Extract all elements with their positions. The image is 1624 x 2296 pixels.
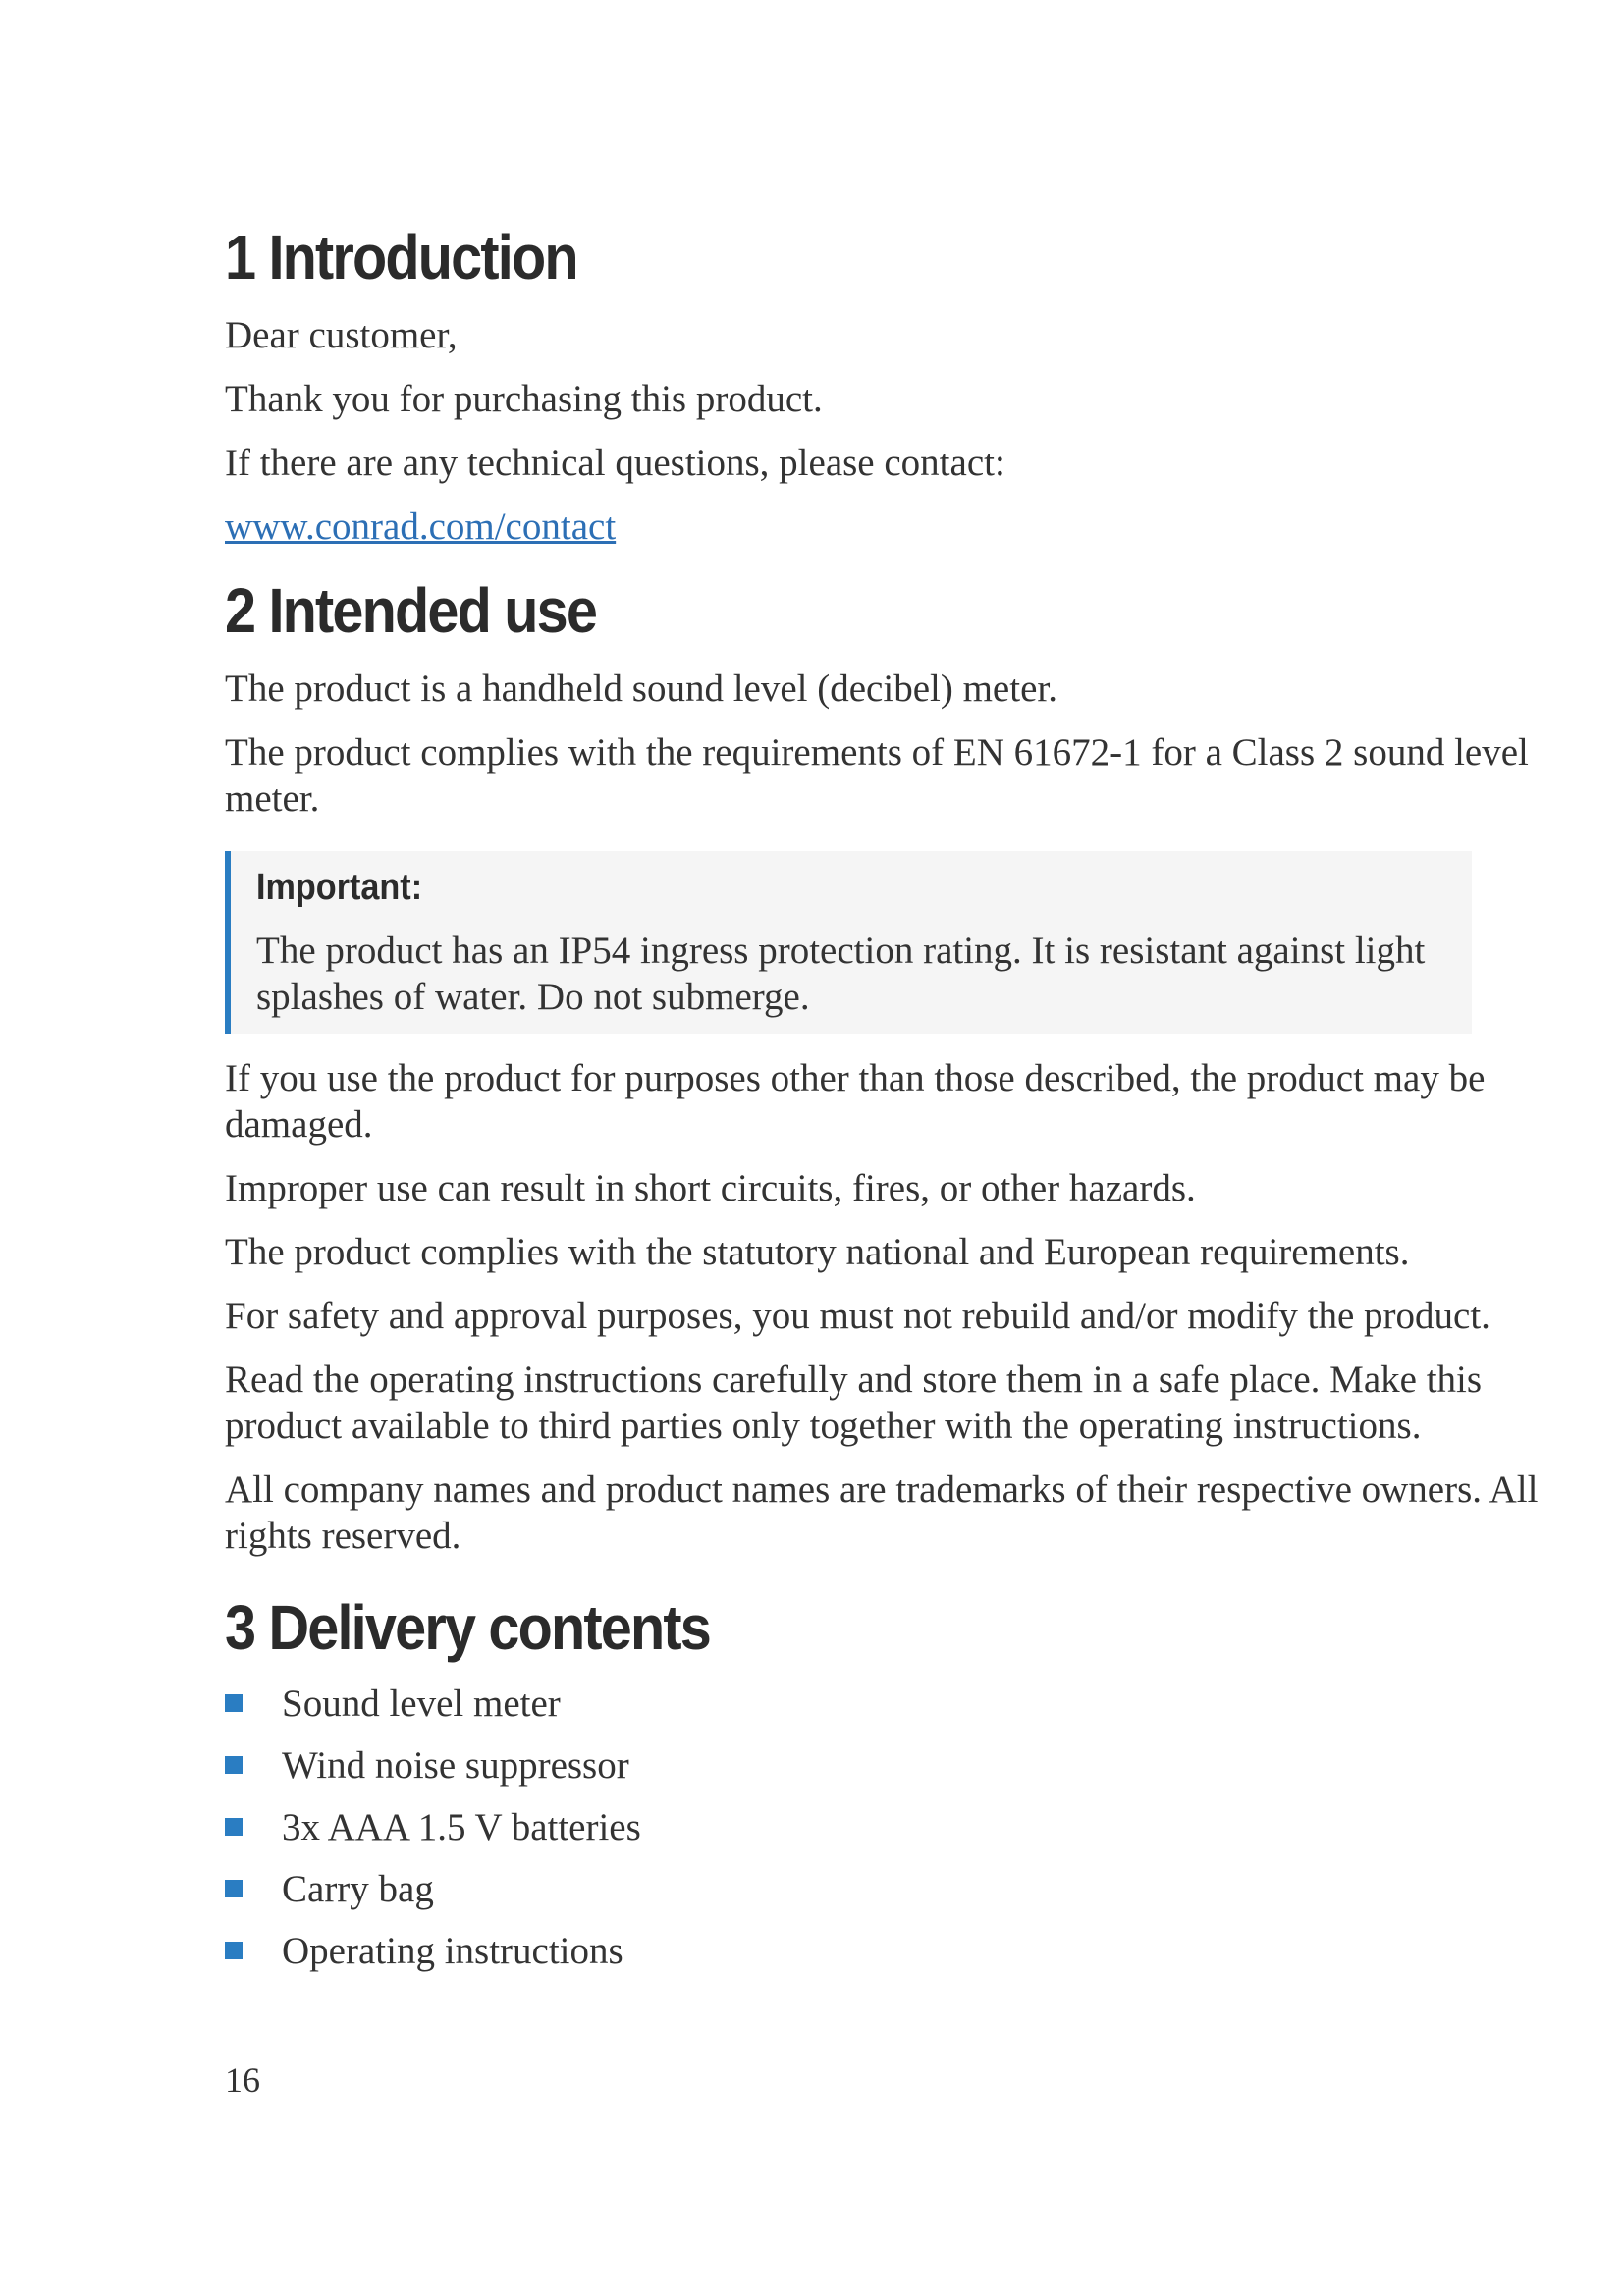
delivery-contents-list bbox=[225, 1681, 1599, 1974]
square-bullet-icon bbox=[225, 1942, 243, 1959]
important-note-text: The product has an IP54 ingress protection rating. It is resistant against light splashes of water. Do not submerge. bbox=[256, 930, 1426, 1018]
intended-use-paragraph: For safety and approval purposes, you must not rebuild and/or modify the product. bbox=[225, 1295, 1490, 1337]
intended-use-paragraph: The product complies with the requirements of EN 61672-1 for a Class 2 sound level meter. bbox=[225, 731, 1529, 820]
square-bullet-icon bbox=[225, 1880, 243, 1897]
page-number: 16 bbox=[225, 2060, 260, 2100]
list-item bbox=[225, 1928, 1599, 1974]
list-item-label: Sound level meter bbox=[282, 1682, 561, 1725]
list-item-label: Operating instructions bbox=[282, 1930, 623, 1972]
list-item-label: Carry bag bbox=[282, 1868, 434, 1910]
section-heading-intended-use: 2 Intended use bbox=[225, 575, 597, 646]
section-heading-delivery-contents: 3 Delivery contents bbox=[225, 1592, 711, 1663]
greeting-paragraph: Dear customer, bbox=[225, 314, 458, 356]
intended-use-paragraph: Improper use can result in short circuits, fires, or other hazards. bbox=[225, 1167, 1196, 1209]
intended-use-paragraph: If you use the product for purposes other than those described, the product may be damaged. bbox=[225, 1057, 1486, 1146]
list-item bbox=[225, 1804, 1599, 1850]
list-item-label: 3x AAA 1.5 V batteries bbox=[282, 1806, 641, 1848]
intended-use-paragraph: All company names and product names are trademarks of their respective owners. All rights reserved. bbox=[225, 1468, 1539, 1557]
contact-link-line bbox=[225, 504, 1599, 550]
contact-link[interactable]: www.conrad.com/contact bbox=[225, 506, 617, 548]
thanks-paragraph: Thank you for purchasing this product. bbox=[225, 378, 823, 420]
intended-use-paragraph: The product complies with the statutory national and European requirements. bbox=[225, 1231, 1410, 1273]
square-bullet-icon bbox=[225, 1756, 243, 1774]
section-heading-introduction: 1 Introduction bbox=[225, 222, 577, 293]
contact-paragraph: If there are any technical questions, please contact: bbox=[225, 442, 1005, 484]
list-item-label: Wind noise suppressor bbox=[282, 1744, 629, 1787]
list-item bbox=[225, 1681, 1599, 1727]
list-item bbox=[225, 1742, 1599, 1789]
intended-use-paragraph: Read the operating instructions carefully and store them in a safe place. Make this product available to third parties only together with the operating instructions. bbox=[225, 1359, 1483, 1447]
intended-use-paragraph: The product is a handheld sound level (decibel) meter. bbox=[225, 667, 1057, 710]
important-note-title: Important: bbox=[256, 867, 423, 908]
square-bullet-icon bbox=[225, 1694, 243, 1712]
document-page bbox=[225, 0, 1599, 1990]
list-item bbox=[225, 1866, 1599, 1912]
square-bullet-icon bbox=[225, 1818, 243, 1836]
important-note-box bbox=[225, 851, 1472, 1034]
